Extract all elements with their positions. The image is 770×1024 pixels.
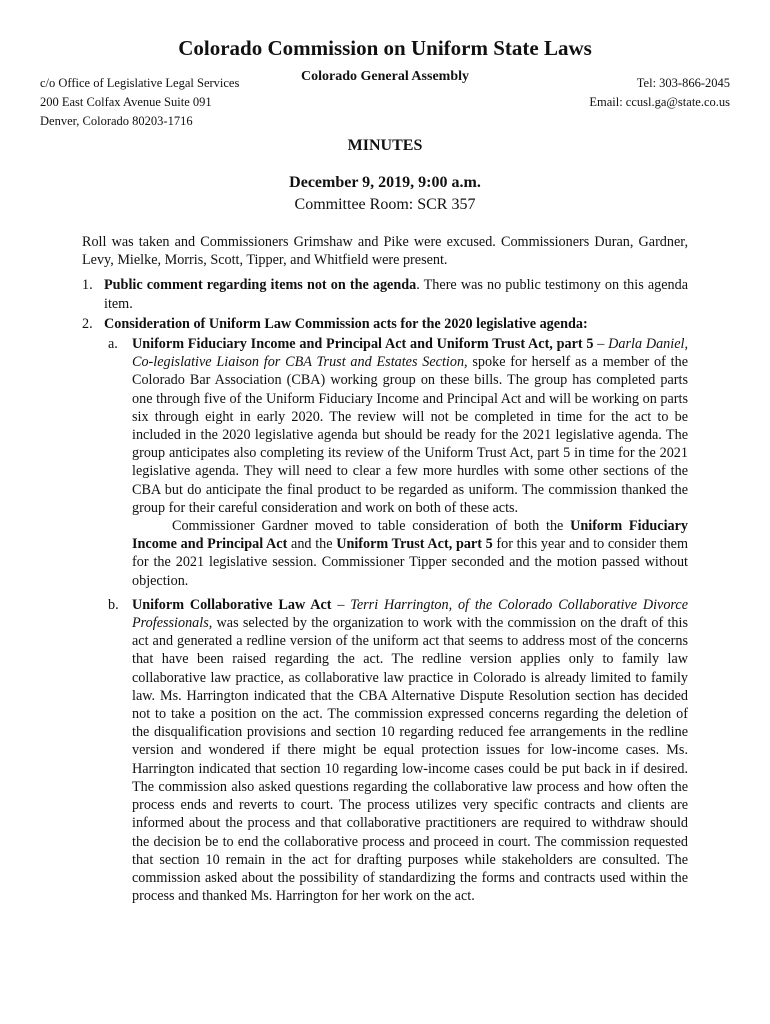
sub-item-list	[104, 335, 688, 905]
item-heading: Consideration of Uniform Law Commission acts for the 2020 legislative agenda:	[104, 315, 588, 332]
assembly-name: Colorado General Assembly	[301, 69, 469, 84]
motion-text: and the	[287, 536, 337, 553]
agenda-item	[82, 315, 688, 906]
meeting-room: Committee Room: SCR 357	[294, 196, 476, 213]
item-heading: Public comment regarding items not on the agenda	[104, 277, 417, 294]
sub-item-letter: a.	[108, 336, 118, 353]
sub-item-heading: Uniform Collaborative Law Act	[132, 596, 332, 613]
sub-item-letter: b.	[108, 596, 119, 613]
sub-item-text: was selected by the organization to work with the commission on the draft of this act and generated a redline version of the uniform act that seems to address most of the concerns that have been raised regarding the act. The redline version applies only to family law collaborative law practice, as collaborative law practice in Colorado is already limited to family law. Ms. Harrington indicated that the CBA Alternative Dispute Resolution section has decided not to take a position on the act. The commission expressed concerns regarding the deletion of the disqualification provisions and section 10 regarding reduced fee arrangements in the redline version and wondered if there might be equal protection issues for low-income cases. Ms. Harrington indicated that section 10 regarding low-income cases could be put back in if desired. The commission also asked questions regarding the collaborative law process and how often the process ends and reverts to court. The process utilizes very specific contracts and clients are informed about the process and that collaborative practitioners are required to withdraw should the decision be to end the collaborative process and proceed in court. The commission requested that section 10 remain in the act for drafting purposes while stakeholders are consulted. The commission asked about the possibility of standardizing the forms and contracts used within the process and thanked Ms. Harrington for her work on the act.	[132, 615, 688, 905]
agenda-item	[82, 276, 688, 312]
dash: –	[331, 596, 351, 613]
motion-act-name: Uniform Fiduciary Income and Principal Act	[132, 518, 689, 553]
agenda-list	[82, 276, 688, 905]
speaker: Terri Harrington, of the Colorado Collaborative Divorce Professionals,	[132, 596, 688, 632]
contact-block	[589, 74, 730, 112]
document-title: Colorado Commission on Uniform State Laws	[178, 36, 592, 60]
minutes-heading: MINUTES	[347, 137, 423, 154]
sub-item	[104, 596, 688, 905]
roll-call: Roll was taken and Commissioners Grimshaw and Pike were excused. Commissioners Duran, Gardner, Levy, Mielke, Morris, Scott, Tipper, and Whitfield were present.	[82, 234, 688, 269]
motion-act-name: Uniform Trust Act, part 5	[336, 536, 493, 553]
address-line: Denver, Colorado 80203-1716	[40, 114, 193, 128]
address-line: 200 East Colfax Avenue Suite 091	[40, 95, 212, 109]
motion-paragraph	[132, 517, 688, 590]
item-paragraph	[104, 276, 688, 312]
motion-text: Commissioner Gardner moved to table consideration of both the	[172, 518, 571, 535]
speaker: Darla Daniel, Co-legislative Liaison for CBA Trust and Estates Section,	[132, 336, 689, 371]
item-number: 2.	[82, 315, 93, 332]
meeting-date: December 9, 2019, 9:00 a.m.	[289, 174, 481, 191]
motion-text: for this year and to consider them for the 2021 legislative session. Commissioner Tipper seconded and the motion passed without objection.	[132, 536, 688, 589]
email: Email: ccusl.ga@state.co.us	[589, 95, 730, 109]
item-paragraph	[104, 315, 688, 333]
sub-item-text: spoke for herself as a member of the Colorado Bar Association (CBA) working group on these bills. The group has completed parts one through five of the Uniform Fiduciary Income and Principal Act and will be working on parts six through eight in early 2020. The review will not be completed in time for the act to be included in the 2020 legislative agenda but should be ready for the 2021 legislative agenda. The group anticipates also completing its review of the Uniform Trust Act, part 5 in time for the 2021 legislative agenda. They will need to clear a few more hurdles with some other sections of the CBA but do anticipate the final product to be regarded as uniform. The commission thanked the group for their careful consideration and work on both of these acts.	[132, 354, 688, 516]
item-number: 1.	[82, 277, 93, 294]
item-text: . There was no public testimony on this agenda item.	[104, 277, 688, 312]
sub-item-paragraph	[132, 335, 688, 517]
minutes-body	[82, 233, 688, 905]
dash: –	[593, 336, 609, 353]
address-line: c/o Office of Legislative Legal Services	[40, 76, 240, 90]
phone: Tel: 303-866-2045	[636, 76, 730, 90]
sub-item-heading: Uniform Fiduciary Income and Principal Act and Uniform Trust Act, part 5	[132, 336, 594, 353]
sub-item-paragraph	[132, 596, 688, 905]
sub-item	[104, 335, 688, 590]
